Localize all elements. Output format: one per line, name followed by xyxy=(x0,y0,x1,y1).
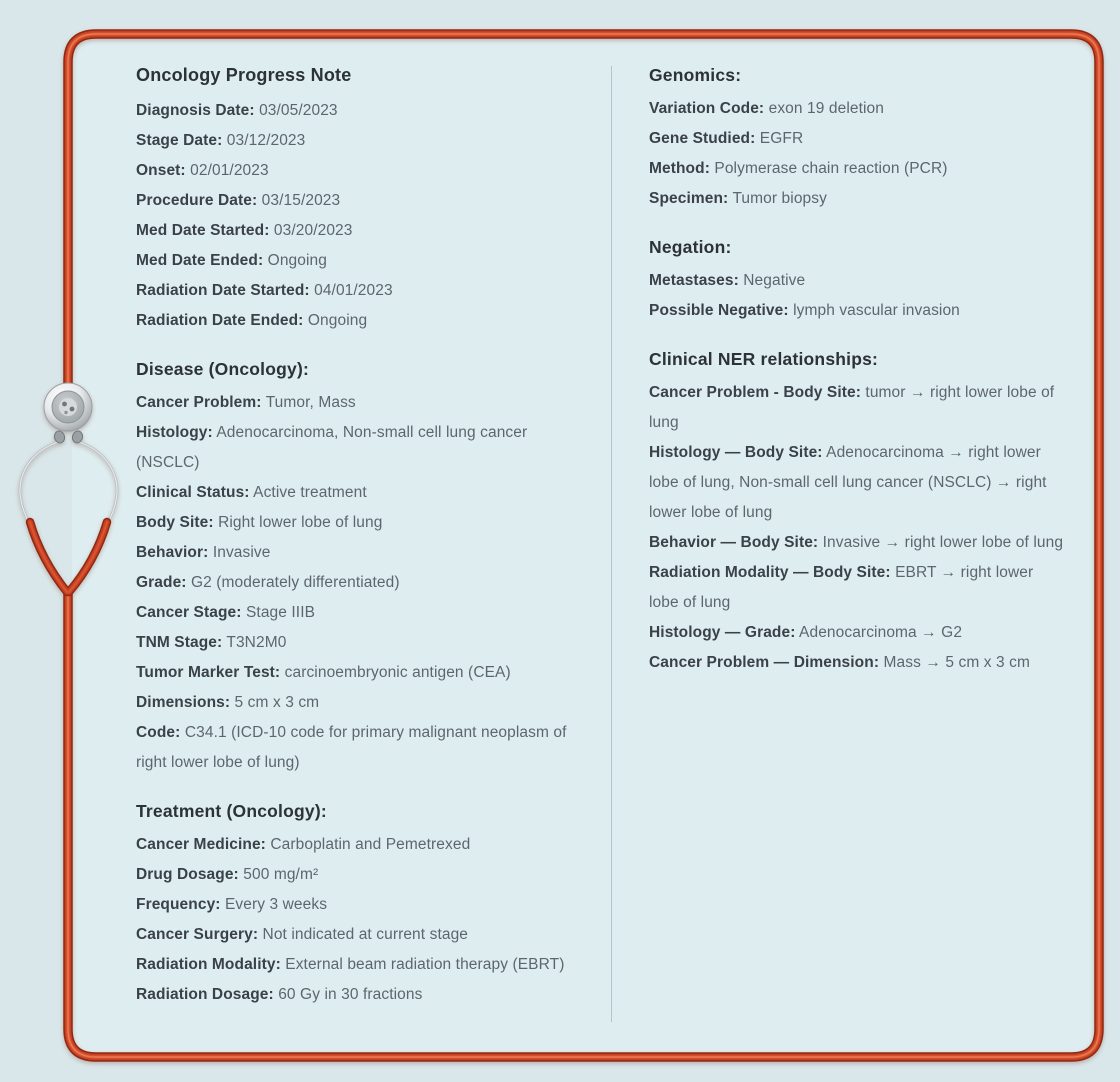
field-line xyxy=(136,628,579,658)
field-label: Body Site: xyxy=(136,514,214,531)
field-label: Tumor Marker Test: xyxy=(136,664,281,681)
section-list xyxy=(649,62,1067,678)
field-value: Adenocarcinoma → right lower lobe of lung, Non-small cell lung cancer (NSCLC) → right lower lobe of lung xyxy=(649,444,1047,521)
note-section xyxy=(136,356,579,778)
field-value: G2 (moderately differentiated) xyxy=(190,574,400,591)
field-label: Med Date Ended: xyxy=(136,252,264,269)
field-line xyxy=(136,306,579,336)
field-line xyxy=(136,920,579,950)
field-label: Histology: xyxy=(136,424,213,441)
section-heading: Negation: xyxy=(649,237,732,257)
field-value: Ongoing xyxy=(267,252,327,269)
field-label: Procedure Date: xyxy=(136,192,258,209)
field-label: Behavior — Body Site: xyxy=(649,534,819,551)
field-label: TNM Stage: xyxy=(136,634,223,651)
note-section xyxy=(136,96,579,336)
field-list xyxy=(136,96,579,336)
field-line xyxy=(136,890,579,920)
note-section xyxy=(649,62,1067,214)
note-content xyxy=(72,38,1095,1054)
section-heading: Genomics: xyxy=(649,65,742,85)
field-line xyxy=(136,830,579,860)
field-line xyxy=(649,124,1067,154)
field-line xyxy=(136,388,579,418)
field-value: Polymerase chain reaction (PCR) xyxy=(714,160,948,177)
field-value: EGFR xyxy=(759,130,804,147)
field-line xyxy=(136,478,579,508)
field-line xyxy=(136,718,579,778)
field-value: T3N2M0 xyxy=(226,634,287,651)
field-list xyxy=(136,388,579,778)
field-line xyxy=(649,154,1067,184)
field-value: 03/05/2023 xyxy=(259,102,338,119)
field-label: Cancer Problem: xyxy=(136,394,262,411)
field-value: 03/20/2023 xyxy=(273,222,353,239)
field-value: 03/12/2023 xyxy=(226,132,306,149)
field-value: 500 mg/m² xyxy=(243,866,319,883)
field-label: Histology — Grade: xyxy=(649,624,796,641)
field-line xyxy=(649,378,1067,438)
field-label: Grade: xyxy=(136,574,187,591)
field-label: Med Date Started: xyxy=(136,222,270,239)
field-label: Variation Code: xyxy=(649,100,765,117)
field-list xyxy=(649,266,1067,326)
field-line xyxy=(136,658,579,688)
left-column xyxy=(72,38,611,1054)
field-label: Specimen: xyxy=(649,190,729,207)
field-line xyxy=(136,186,579,216)
field-list xyxy=(649,378,1067,678)
field-line xyxy=(136,598,579,628)
field-label: Radiation Date Started: xyxy=(136,282,310,299)
field-line xyxy=(649,296,1067,326)
field-list xyxy=(649,94,1067,214)
field-label: Cancer Stage: xyxy=(136,604,242,621)
field-value: Ongoing xyxy=(307,312,368,329)
field-line xyxy=(649,266,1067,296)
field-value: Adenocarcinoma → G2 xyxy=(799,624,963,641)
note-section xyxy=(136,798,579,1010)
field-label: Diagnosis Date: xyxy=(136,102,255,119)
field-label: Code: xyxy=(136,724,181,741)
field-value: exon 19 deletion xyxy=(768,100,884,117)
field-value: Carboplatin and Pemetrexed xyxy=(270,836,471,853)
field-label: Cancer Problem — Dimension: xyxy=(649,654,880,671)
field-line xyxy=(136,538,579,568)
field-label: Dimensions: xyxy=(136,694,231,711)
field-line xyxy=(136,860,579,890)
field-line xyxy=(136,96,579,126)
field-value: 04/01/2023 xyxy=(314,282,393,299)
field-label: Gene Studied: xyxy=(649,130,756,147)
field-line xyxy=(649,438,1067,528)
field-label: Method: xyxy=(649,160,710,177)
field-line xyxy=(136,126,579,156)
field-label: Cancer Problem - Body Site: xyxy=(649,384,861,401)
section-heading: Treatment (Oncology): xyxy=(136,801,327,821)
field-value: Tumor biopsy xyxy=(732,190,827,207)
field-label: Behavior: xyxy=(136,544,209,561)
field-label: Clinical Status: xyxy=(136,484,250,501)
field-value: 5 cm x 3 cm xyxy=(234,694,320,711)
field-label: Drug Dosage: xyxy=(136,866,239,883)
field-value: tumor → right lower lobe of lung xyxy=(649,384,1055,431)
field-label: Stage Date: xyxy=(136,132,223,149)
field-line xyxy=(136,568,579,598)
field-value: Invasive xyxy=(212,544,271,561)
field-value: 03/15/2023 xyxy=(261,192,341,209)
field-value: lymph vascular invasion xyxy=(793,302,960,319)
note-section xyxy=(649,234,1067,326)
section-list xyxy=(136,96,579,1010)
field-line xyxy=(136,276,579,306)
field-label: Cancer Surgery: xyxy=(136,926,259,943)
field-label: Onset: xyxy=(136,162,186,179)
field-line xyxy=(649,94,1067,124)
field-label: Radiation Modality: xyxy=(136,956,281,973)
field-line xyxy=(649,528,1067,558)
section-heading: Clinical NER relationships: xyxy=(649,349,879,369)
field-list xyxy=(136,830,579,1010)
field-value: Not indicated at current stage xyxy=(262,926,469,943)
note-title: Oncology Progress Note xyxy=(136,65,352,85)
field-line xyxy=(649,184,1067,214)
field-line xyxy=(649,618,1067,648)
field-label: Radiation Date Ended: xyxy=(136,312,304,329)
field-value: 60 Gy in 30 fractions xyxy=(278,986,423,1003)
field-line xyxy=(136,216,579,246)
field-value: Mass → 5 cm x 3 cm xyxy=(883,654,1030,671)
field-value: Negative xyxy=(743,272,806,289)
field-value: External beam radiation therapy (EBRT) xyxy=(285,956,565,973)
field-label: Frequency: xyxy=(136,896,221,913)
field-line xyxy=(136,156,579,186)
field-value: Tumor, Mass xyxy=(265,394,356,411)
field-value: Adenocarcinoma, Non-small cell lung cancer (NSCLC) xyxy=(136,424,528,471)
field-value: carcinoembryonic antigen (CEA) xyxy=(284,664,511,681)
field-line xyxy=(649,558,1067,618)
field-label: Radiation Modality — Body Site: xyxy=(649,564,891,581)
field-line xyxy=(136,980,579,1010)
field-line xyxy=(136,418,579,478)
field-value: Every 3 weeks xyxy=(224,896,328,913)
field-label: Histology — Body Site: xyxy=(649,444,823,461)
section-heading: Disease (Oncology): xyxy=(136,359,310,379)
field-value: 02/01/2023 xyxy=(190,162,269,179)
field-value: Invasive → right lower lobe of lung xyxy=(822,534,1064,551)
field-label: Radiation Dosage: xyxy=(136,986,274,1003)
field-label: Possible Negative: xyxy=(649,302,789,319)
note-section xyxy=(649,346,1067,678)
field-line xyxy=(136,246,579,276)
field-value: Active treatment xyxy=(253,484,367,501)
field-line xyxy=(136,950,579,980)
field-label: Cancer Medicine: xyxy=(136,836,266,853)
field-value: C34.1 (ICD-10 code for primary malignant neoplasm of right lower lobe of lung) xyxy=(136,724,567,771)
right-column xyxy=(612,38,1095,1054)
field-value: EBRT → right lower lobe of lung xyxy=(649,564,1034,611)
field-line xyxy=(136,508,579,538)
field-value: Right lower lobe of lung xyxy=(218,514,383,531)
field-line xyxy=(649,648,1067,678)
field-line xyxy=(136,688,579,718)
field-label: Metastases: xyxy=(649,272,739,289)
field-value: Stage IIIB xyxy=(245,604,316,621)
